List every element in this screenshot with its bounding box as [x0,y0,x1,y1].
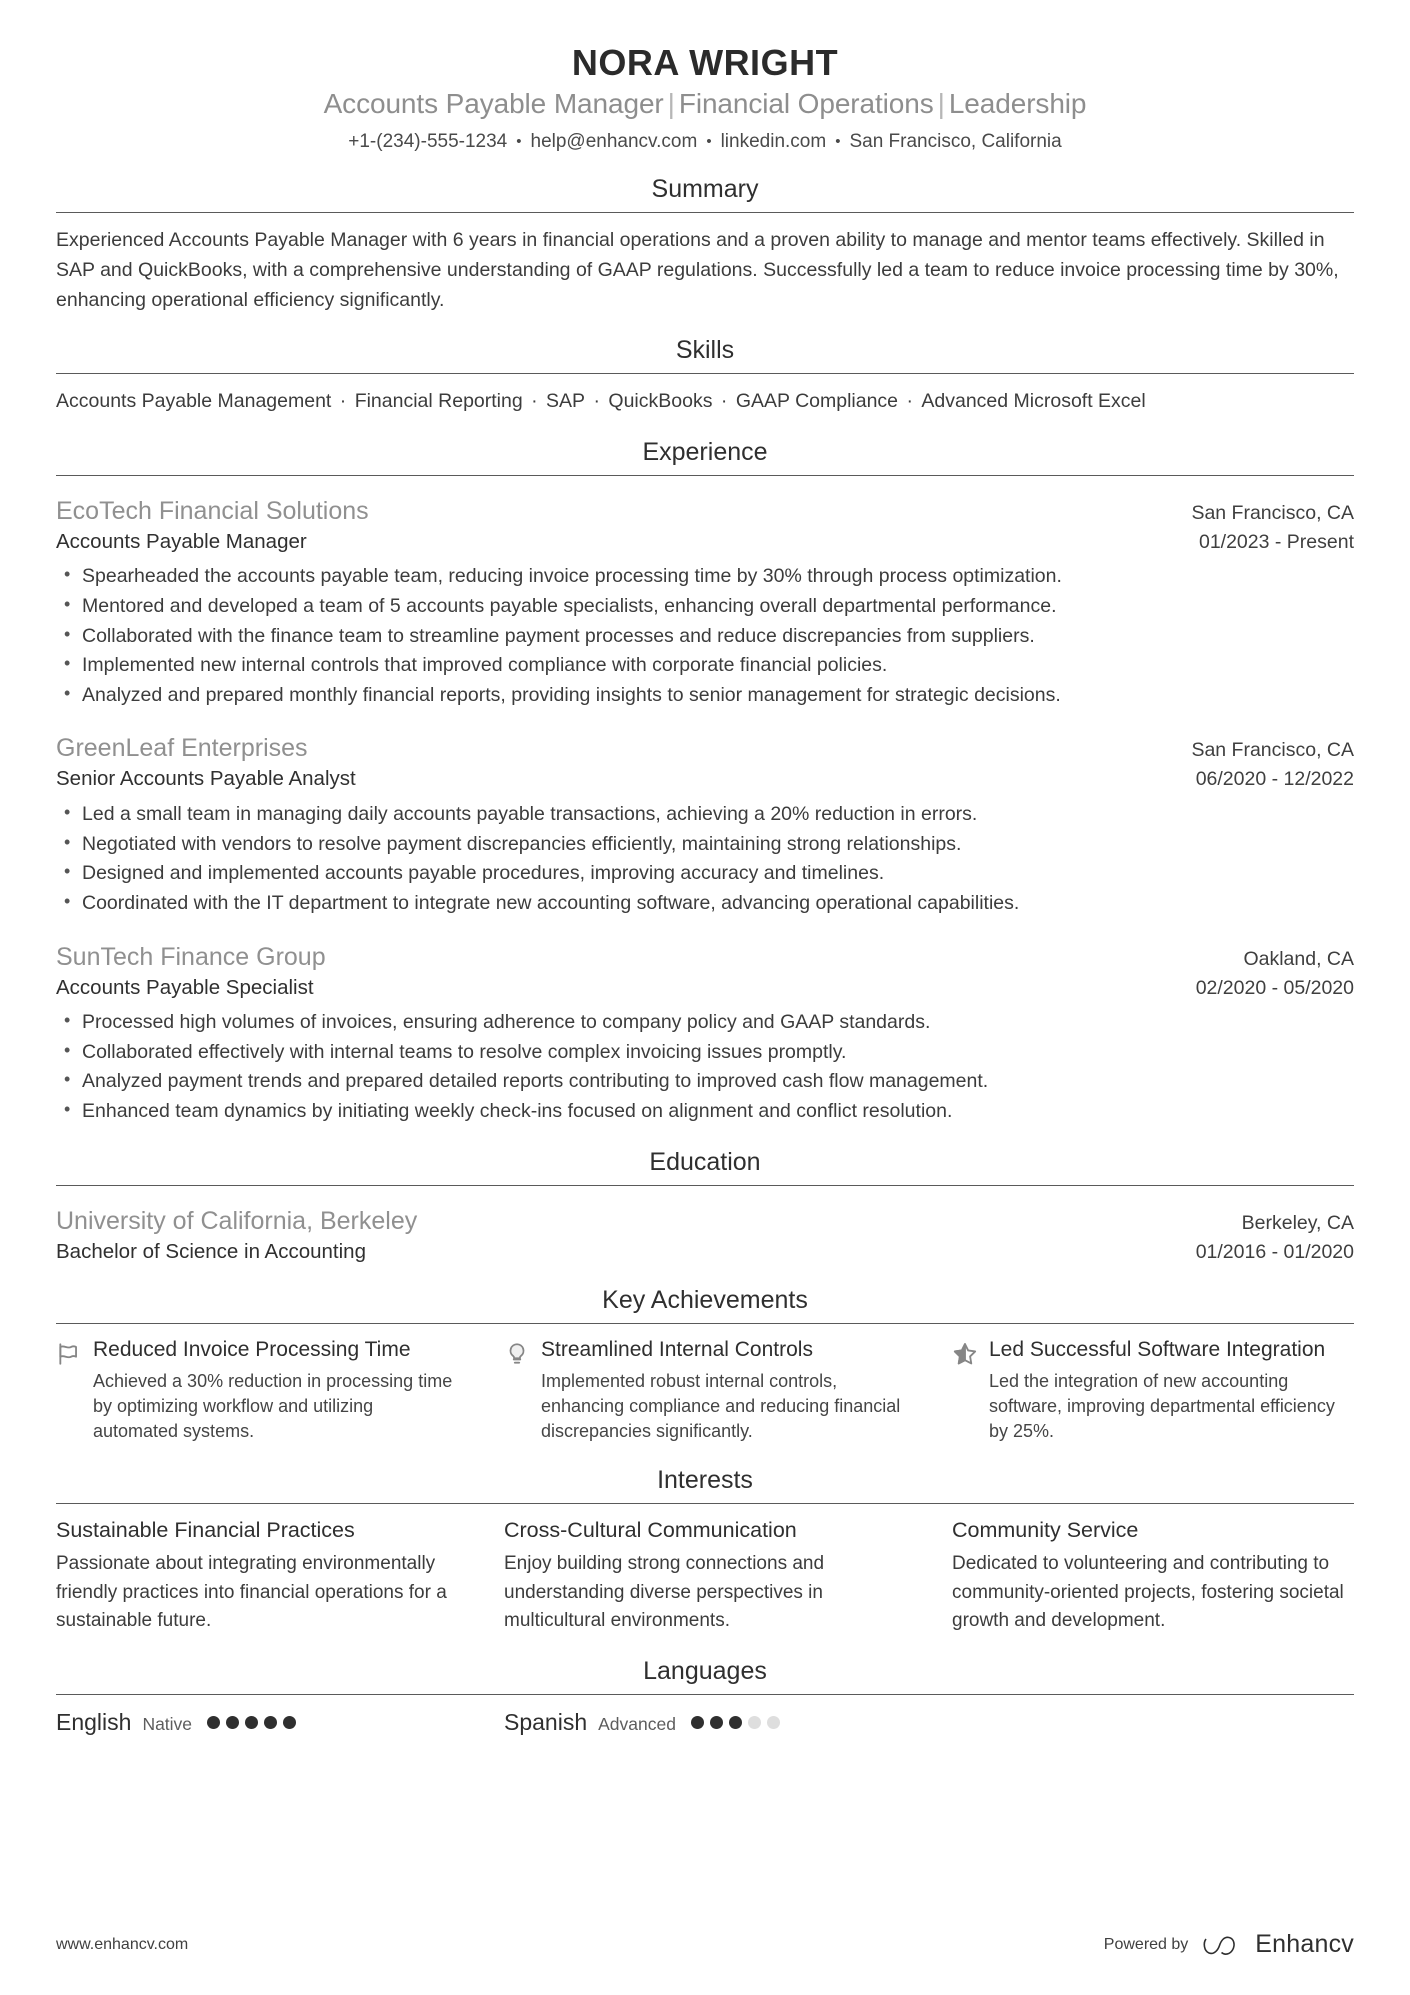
enhancv-mark-icon [1202,1932,1246,1958]
key-achievement-body [989,1337,1354,1444]
headline-part: Financial Operations [678,88,934,120]
key-achievement-title: Reduced Invoice Processing Time [93,1338,411,1362]
entry-role-title: Accounts Payable Manager [56,529,307,553]
footer-website-url[interactable]: www.enhancv.com [56,1935,189,1953]
entry-organization: University of California, Berkeley [56,1206,418,1235]
entry-bullet: • Designed and implemented accounts payable procedures, improving accuracy and timelines. [56,859,1354,889]
entry-date-range: 01/2016 - 01/2020 [1195,1240,1354,1263]
lightbulb-icon [504,1341,530,1367]
interest-title: Cross-Cultural Communication [504,1517,797,1542]
entry-date-range: 01/2023 - Present [1198,530,1354,553]
entry-location: Oakland, CA [1243,947,1354,970]
language-item [504,1708,906,1738]
skill-separator: · [715,390,733,413]
skill-item: QuickBooks [608,390,713,413]
language-rating-dot [264,1716,277,1729]
section-title-skills: Skills [675,336,735,365]
entry-bullet: • Negotiated with vendors to resolve payment discrepancies efficiently, maintaining strong relationships. [56,830,1354,860]
language-rating-dot [226,1716,239,1729]
key-achievement-description: Led the integration of new accounting software, improving departmental efficiency by 25%. [989,1371,1335,1442]
interest-description: Passionate about integrating environmentally friendly practices into financial operations for a sustainable future. [56,1553,447,1632]
contact-separator: • [835,132,841,150]
skill-separator: · [334,390,352,413]
key-achievement-body [93,1337,458,1444]
contact-phone[interactable]: +1-(234)-555-1234 [348,130,508,152]
entry-bullet: • Enhanced team dynamics by initiating weekly check-ins focused on alignment and conflict resolution. [56,1097,1354,1127]
skill-item: Accounts Payable Management [56,390,332,413]
section-title-key-achievements: Key Achievements [602,1286,808,1315]
interest-title: Sustainable Financial Practices [56,1517,355,1542]
contact-location: San Francisco, California [849,130,1062,152]
entry-bullet-list [56,800,1354,919]
resume-entry [56,732,1354,918]
resume-entry [56,941,1354,1127]
resume-entry [56,1205,1354,1266]
section-experience [56,437,1354,1127]
entry-location: San Francisco, CA [1191,739,1354,762]
headline-part: Accounts Payable Manager [323,88,664,120]
language-rating-dot [245,1716,258,1729]
skill-separator: · [588,390,606,413]
entry-bullet: • Collaborated with the finance team to streamline payment processes and reduce discrepancies from suppliers. [56,622,1354,652]
language-rating-dot [283,1716,296,1729]
key-achievement-description: Implemented robust internal controls, enhancing compliance and reducing financial discrepancies significantly. [541,1371,901,1442]
resume-entry [56,495,1354,711]
education-entries [56,1186,1354,1266]
section-key-achievements [56,1285,1354,1444]
contact-separator: • [516,132,522,150]
key-achievement-item [56,1337,458,1444]
skills-list [56,387,1354,416]
entry-organization: EcoTech Financial Solutions [56,496,369,525]
contact-linkedin[interactable]: linkedin.com [720,130,827,152]
resume-header [56,28,1354,154]
entry-bullet: • Implemented new internal controls that improved compliance with corporate financial policies. [56,651,1354,681]
section-education [56,1147,1354,1266]
interest-title: Community Service [952,1517,1139,1542]
language-rating-dot [748,1716,761,1729]
section-summary [56,174,1354,315]
contact-separator: • [706,132,712,150]
entry-location: San Francisco, CA [1191,501,1354,524]
interest-item [952,1517,1354,1636]
language-list [56,1708,1354,1738]
section-title-experience: Experience [642,437,768,466]
entry-date-range: 02/2020 - 05/2020 [1195,976,1354,999]
section-languages [56,1656,1354,1738]
interest-list [56,1517,1354,1636]
skill-item: SAP [546,390,586,413]
entry-bullet: • Processed high volumes of invoices, ensuring adherence to company policy and GAAP standards. [56,1008,1354,1038]
skill-item: GAAP Compliance [735,390,899,413]
entry-subheader-row [56,528,1354,556]
key-achievement-item [504,1337,906,1444]
candidate-name: NORA WRIGHT [571,42,839,83]
entry-role-title: Bachelor of Science in Accounting [56,1239,366,1263]
experience-entries [56,476,1354,1127]
entry-subheader-row [56,765,1354,793]
skill-separator: · [901,390,919,413]
candidate-contact-line [56,130,1354,155]
language-rating-dot [207,1716,220,1729]
entry-organization: SunTech Finance Group [56,942,326,971]
entry-bullet: • Analyzed and prepared monthly financial reports, providing insights to senior management for strategic decisions. [56,681,1354,711]
language-rating-dot [710,1716,723,1729]
page-footer [56,1930,1354,1959]
headline-separator: | [667,88,675,120]
entry-bullet: • Spearheaded the accounts payable team, reducing invoice processing time by 30% through process optimization. [56,562,1354,592]
key-achievement-list [56,1337,1354,1444]
entry-header-row [56,941,1354,973]
entry-header-row [56,495,1354,527]
section-title-interests: Interests [657,1465,753,1494]
language-name: English [56,1708,132,1735]
entry-bullet: • Collaborated effectively with internal teams to resolve complex invoicing issues promptly. [56,1038,1354,1068]
candidate-headline [56,86,1354,122]
summary-text: Experienced Accounts Payable Manager with 6 years in financial operations and a proven ability to manage and mentor teams effectively. Skilled in SAP and QuickBooks, with a comprehensive understanding of GAAP regulations. Successfully led a team to reduce invoice processing time by 30%, enhancing operational efficiency significantly. [56,229,1339,311]
section-title-languages: Languages [643,1656,767,1685]
enhancv-logo [1202,1930,1354,1959]
entry-bullet: • Led a small team in managing daily accounts payable transactions, achieving a 20% reduction in errors. [56,800,1354,830]
skill-item: Advanced Microsoft Excel [921,390,1146,413]
language-item [56,1708,458,1738]
key-achievement-body [541,1337,906,1444]
language-proficiency-label: Native [142,1713,193,1734]
language-name: Spanish [504,1708,588,1735]
language-rating-dot [767,1716,780,1729]
entry-subheader-row [56,1238,1354,1266]
key-achievement-title: Streamlined Internal Controls [541,1338,813,1362]
powered-by-label: Powered by [1103,1935,1189,1953]
entry-date-range: 06/2020 - 12/2022 [1195,768,1354,791]
entry-bullet: • Analyzed payment trends and prepared detailed reports contributing to improved cash flow management. [56,1067,1354,1097]
skill-separator: · [525,390,544,413]
enhancv-wordmark: Enhancv [1255,1930,1354,1958]
entry-bullet: • Mentored and developed a team of 5 accounts payable specialists, enhancing overall departmental performance. [56,592,1354,622]
flag-icon [56,1341,82,1367]
section-skills [56,335,1354,416]
entry-location: Berkeley, CA [1241,1211,1354,1234]
language-proficiency-label: Advanced [598,1713,676,1734]
entry-bullet: • Coordinated with the IT department to integrate new accounting software, advancing operational capabilities. [56,889,1354,919]
star-icon [952,1341,978,1367]
skill-item: Financial Reporting [354,390,523,413]
section-title-summary: Summary [651,175,759,204]
key-achievement-description: Achieved a 30% reduction in processing time by optimizing workflow and utilizing automated systems. [93,1371,453,1442]
entry-bullet-list [56,1008,1354,1127]
language-rating-dot [729,1716,742,1729]
key-achievement-item [952,1337,1354,1444]
headline-separator: | [937,88,945,120]
entry-role-title: Accounts Payable Specialist [56,975,314,999]
entry-organization: GreenLeaf Enterprises [56,734,308,763]
entry-subheader-row [56,974,1354,1002]
contact-email[interactable]: help@enhancv.com [530,130,698,152]
entry-role-title: Senior Accounts Payable Analyst [56,767,356,791]
interest-description: Enjoy building strong connections and understanding diverse perspectives in multicultural environments. [504,1553,825,1632]
entry-header-row [56,1205,1354,1237]
language-rating-dots [691,1716,780,1729]
headline-part: Leadership [948,88,1087,120]
entry-bullet-list [56,562,1354,710]
footer-branding [1104,1930,1354,1959]
interest-item [56,1517,458,1636]
section-title-education: Education [649,1147,761,1176]
entry-header-row [56,732,1354,764]
key-achievement-title: Led Successful Software Integration [989,1338,1326,1362]
interest-description: Dedicated to volunteering and contributing to community-oriented projects, fostering societal growth and development. [952,1553,1344,1632]
language-rating-dot [691,1716,704,1729]
language-rating-dots [207,1716,296,1729]
interest-item [504,1517,906,1636]
section-interests [56,1465,1354,1636]
